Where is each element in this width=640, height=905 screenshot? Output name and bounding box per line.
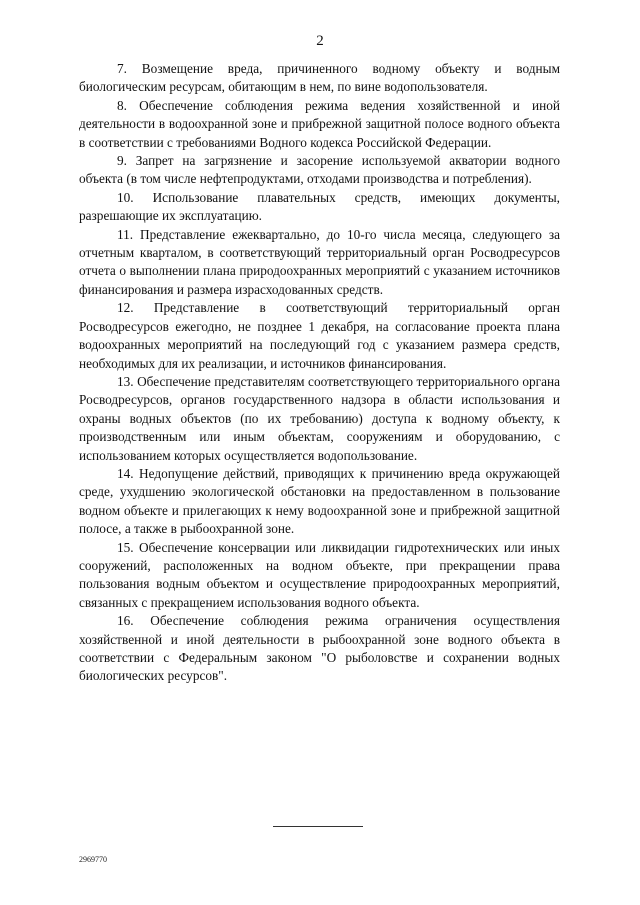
paragraph-12: 12. Представление в соответствующий территориальный орган Росводресурсов ежегодно, не позднее 1 декабря, на согласование проекта плана водоохранных мероприятий на последующий год с указанием размера средств, необходимых для их реализации, и источников финансирования. [79, 300, 560, 371]
paragraph-10: 10. Использование плавательных средств, имеющих документы, разрешающие их эксплуатацию. [79, 189, 560, 224]
paragraph-7: 7. Возмещение вреда, причиненного водному объекту и водным биологическим ресурсам, обитающим в нем, по вине водопользователя. [79, 61, 560, 95]
paragraph-13: 13. Обеспечение представителям соответствующего территориального органа Росводресурсов, органов государственного надзора в области использования и охраны водных объектов (по их требованию) доступа к водному объекту, к производственным или иным объектам, сооружениям и оборудованию, с использованием которых осуществляется водопользование. [79, 373, 560, 463]
paragraph-16: 16. Обеспечение соблюдения режима ограничения осуществления хозяйственной и иной деятельности в рыбоохранной зоне водного объекта в соответствии с Федеральным законом "О рыболовстве и сохранении водных биологических ресурсов". [79, 613, 560, 684]
paragraph-8: 8. Обеспечение соблюдения режима ведения хозяйственной и иной деятельности в водоохранной зоне и прибрежной защитной полосе водного объекта в соответствии с требованиями Водного кодекса Российской Федерации. [79, 97, 560, 150]
footer-divider [273, 826, 363, 827]
paragraph-15: 15. Обеспечение консервации или ликвидации гидротехнических или иных сооружений, расположенных на водном объекте, при прекращении права пользования водным объектом и осуществление природоохранных мероприятий, связанных с прекращением использования водного объекта. [79, 539, 560, 610]
document-body [79, 60, 560, 686]
paragraph-9: 9. Запрет на загрязнение и засорение используемой акватории водного объекта (в том числе нефтепродуктами, отходами производства и потребления). [79, 153, 560, 187]
paragraph-11: 11. Представление ежеквартально, до 10-го числа месяца, следующего за отчетным кварталом, в соответствующий территориальный орган Росводресурсов отчета о выполнении плана природоохранных мероприятий с указанием источников финансирования и размера израсходованных средств. [79, 226, 560, 297]
page-number: 2 [316, 33, 324, 49]
document-code: 2969770 [79, 855, 107, 864]
paragraph-14: 14. Недопущение действий, приводящих к причинению вреда окружающей среде, ухудшению экологической обстановки на предоставленном в пользование водном объекте и прилегающих к нему водоохранной зоне и прибрежной защитной полосе, а также в рыбоохранной зоне. [79, 465, 560, 537]
